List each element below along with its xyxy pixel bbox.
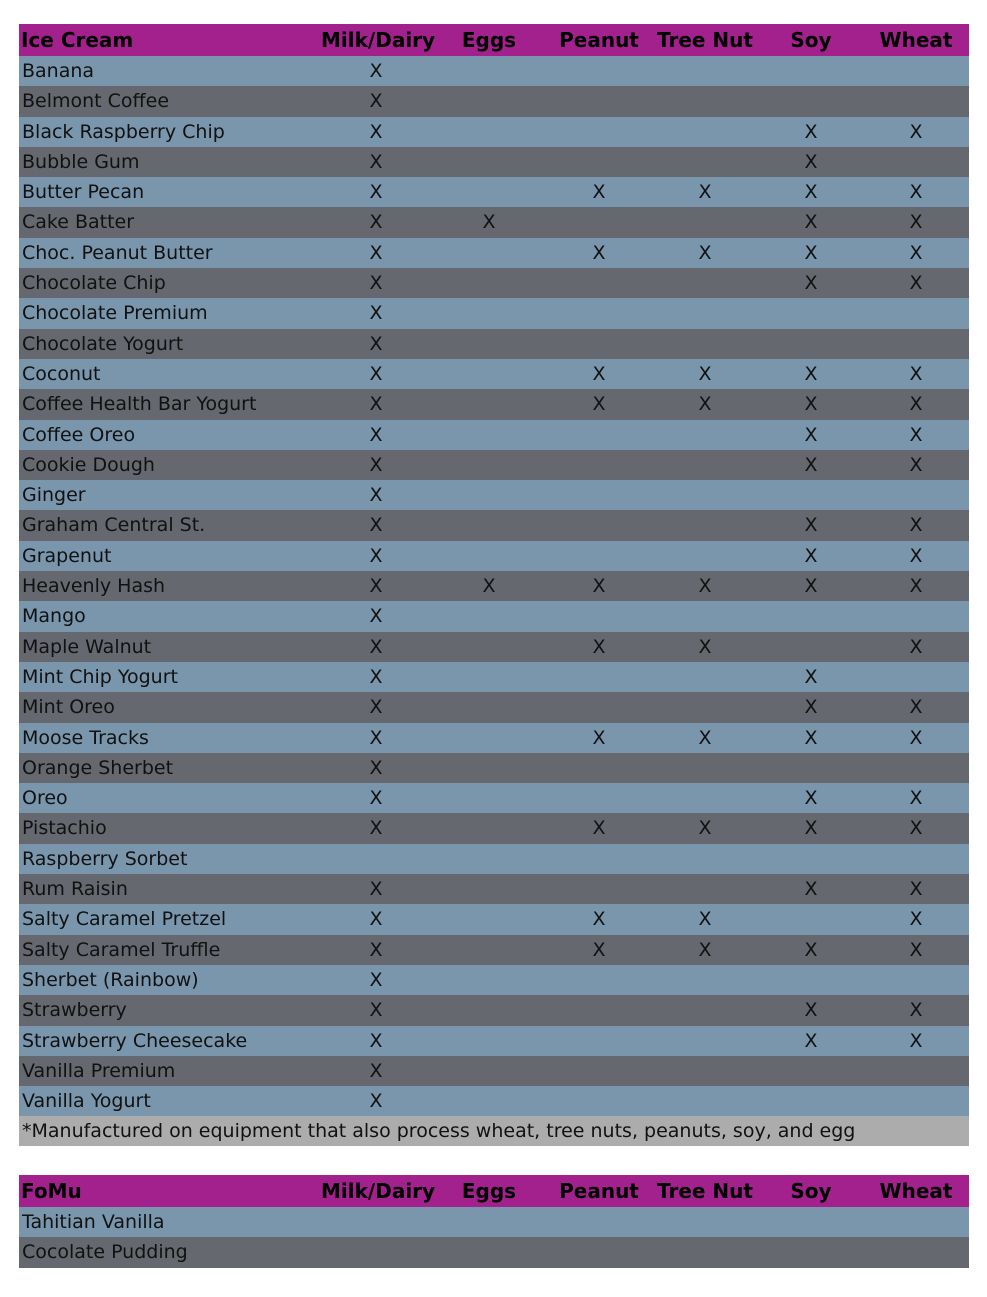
flavor-name: Pistachio <box>22 817 107 840</box>
allergen-mark: X <box>909 272 923 295</box>
allergen-mark: X <box>804 150 818 173</box>
allergen-mark: X <box>909 120 923 143</box>
ice-cream-header-row <box>19 24 969 56</box>
table-row <box>19 1207 969 1237</box>
flavor-name: Vanilla Yogurt <box>22 1090 151 1113</box>
allergen-mark: X <box>369 817 383 840</box>
allergen-mark: X <box>804 575 818 598</box>
allergen-mark: X <box>909 999 923 1022</box>
allergen-mark: X <box>909 575 923 598</box>
allergen-mark: X <box>369 484 383 507</box>
allergen-mark: X <box>369 393 383 416</box>
allergen-mark: X <box>804 878 818 901</box>
flavor-name: Chocolate Yogurt <box>22 332 184 355</box>
table-row <box>19 844 969 874</box>
allergen-mark: X <box>909 787 923 810</box>
flavor-name: Maple Walnut <box>22 635 152 658</box>
allergen-mark: X <box>909 635 923 658</box>
table-row <box>19 753 969 783</box>
flavor-name: Ginger <box>22 484 86 507</box>
table-row <box>19 1237 969 1267</box>
allergen-mark: X <box>909 544 923 567</box>
allergen-mark: X <box>369 696 383 719</box>
table-row <box>19 450 969 480</box>
fomu-allergen-table <box>19 1175 969 1268</box>
allergen-mark: X <box>369 1059 383 1082</box>
flavor-name: Strawberry <box>22 999 127 1022</box>
flavor-name: Grapenut <box>22 544 112 567</box>
col-soy: Soy <box>790 1179 832 1203</box>
flavor-name: Raspberry Sorbet <box>22 847 188 870</box>
ice-cream-allergen-table <box>19 24 969 1146</box>
allergen-mark: X <box>369 999 383 1022</box>
allergen-mark: X <box>369 423 383 446</box>
allergen-mark: X <box>698 575 712 598</box>
flavor-name: Rum Raisin <box>22 878 128 901</box>
allergen-mark: X <box>804 544 818 567</box>
flavor-name: Oreo <box>22 787 68 810</box>
allergen-mark: X <box>698 938 712 961</box>
allergen-mark: X <box>909 514 923 537</box>
allergen-mark: X <box>592 726 606 749</box>
allergen-mark: X <box>482 575 496 598</box>
allergen-mark: X <box>592 393 606 416</box>
allergen-mark: X <box>909 817 923 840</box>
table-row <box>19 117 969 147</box>
flavor-name: Mango <box>22 605 86 628</box>
allergen-mark: X <box>369 302 383 325</box>
flavor-name: Sherbet (Rainbow) <box>22 968 199 991</box>
allergen-mark: X <box>592 362 606 385</box>
fomu-header-row <box>19 1175 969 1207</box>
allergen-mark: X <box>369 575 383 598</box>
allergen-mark: X <box>592 241 606 264</box>
flavor-name: Graham Central St. <box>22 514 206 537</box>
allergen-mark: X <box>909 241 923 264</box>
col-peanut: Peanut <box>559 1179 639 1203</box>
allergen-mark: X <box>804 696 818 719</box>
table-row <box>19 298 969 328</box>
flavor-name: Cocolate Pudding <box>22 1241 188 1264</box>
table-row <box>19 541 969 571</box>
table-row <box>19 692 969 722</box>
table-row <box>19 56 969 86</box>
table-row <box>19 874 969 904</box>
allergen-mark: X <box>698 181 712 204</box>
col-eggs: Eggs <box>461 1179 517 1203</box>
flavor-name: Vanilla Premium <box>22 1059 176 1082</box>
col-soy: Soy <box>790 28 832 52</box>
table-row <box>19 420 969 450</box>
allergen-mark: X <box>369 332 383 355</box>
table-row <box>19 995 969 1025</box>
allergen-mark: X <box>804 938 818 961</box>
allergen-mark: X <box>369 514 383 537</box>
col-milk-dairy: Milk/Dairy <box>321 1179 436 1203</box>
col-wheat: Wheat <box>879 1179 953 1203</box>
table-row <box>19 632 969 662</box>
allergen-mark: X <box>909 726 923 749</box>
table-row <box>19 935 969 965</box>
col-peanut: Peanut <box>559 28 639 52</box>
table-row <box>19 359 969 389</box>
allergen-mark: X <box>369 60 383 82</box>
allergen-mark: X <box>804 393 818 416</box>
allergen-mark: X <box>369 605 383 628</box>
allergen-mark: X <box>909 878 923 901</box>
flavor-name: Tahitian Vanilla <box>22 1211 165 1233</box>
allergen-mark: X <box>909 423 923 446</box>
table-row <box>19 268 969 298</box>
flavor-name: Heavenly Hash <box>22 575 166 598</box>
allergen-mark: X <box>804 423 818 446</box>
allergen-mark: X <box>804 272 818 295</box>
table-row <box>19 329 969 359</box>
table-row <box>19 510 969 540</box>
ice-cream-title: Ice Cream <box>21 28 134 52</box>
col-milk-dairy: Milk/Dairy <box>321 28 436 52</box>
allergen-mark: X <box>369 453 383 476</box>
table-row <box>19 389 969 419</box>
table-row <box>19 177 969 207</box>
allergen-mark: X <box>369 1029 383 1052</box>
flavor-name: Salty Caramel Pretzel <box>22 908 227 931</box>
flavor-name: Mint Oreo <box>22 696 115 719</box>
allergen-mark: X <box>698 241 712 264</box>
allergen-mark: X <box>369 665 383 688</box>
allergen-mark: X <box>804 1029 818 1052</box>
table-row <box>19 571 969 601</box>
allergen-mark: X <box>804 241 818 264</box>
flavor-name: Moose Tracks <box>22 726 149 749</box>
col-tree-nut: Tree Nut <box>657 1179 753 1203</box>
allergen-mark: X <box>369 726 383 749</box>
allergen-mark: X <box>804 999 818 1022</box>
allergen-mark: X <box>804 453 818 476</box>
allergen-mark: X <box>909 1029 923 1052</box>
flavor-name: Chocolate Premium <box>22 302 208 325</box>
manufacturing-note <box>19 1116 969 1146</box>
allergen-mark: X <box>698 726 712 749</box>
allergen-mark: X <box>369 241 383 264</box>
allergen-mark: X <box>909 393 923 416</box>
table-row <box>19 601 969 631</box>
allergen-mark: X <box>698 393 712 416</box>
flavor-name: Chocolate Chip <box>22 272 166 295</box>
flavor-name: Bubble Gum <box>22 150 140 173</box>
allergen-mark: X <box>369 878 383 901</box>
flavor-name: Cookie Dough <box>22 453 155 476</box>
allergen-mark: X <box>804 362 818 385</box>
allergen-mark: X <box>369 968 383 991</box>
table-row <box>19 480 969 510</box>
allergen-mark: X <box>698 908 712 931</box>
note-text: *Manufactured on equipment that also process wheat, tree nuts, peanuts, soy, and egg <box>22 1120 856 1143</box>
allergen-mark: X <box>804 817 818 840</box>
allergen-mark: X <box>369 908 383 931</box>
allergen-mark: X <box>804 665 818 688</box>
allergen-mark: X <box>369 362 383 385</box>
allergen-mark: X <box>909 181 923 204</box>
allergen-mark: X <box>369 756 383 779</box>
flavor-name: Choc. Peanut Butter <box>22 241 213 264</box>
allergen-mark: X <box>369 544 383 567</box>
flavor-name: Belmont Coffee <box>22 90 170 113</box>
allergen-mark: X <box>909 696 923 719</box>
allergen-mark: X <box>909 362 923 385</box>
table-row <box>19 813 969 843</box>
flavor-name: Coffee Health Bar Yogurt <box>22 393 257 416</box>
table-row <box>19 207 969 237</box>
table-row <box>19 783 969 813</box>
flavor-name: Coffee Oreo <box>22 423 136 446</box>
flavor-name: Orange Sherbet <box>22 756 174 779</box>
allergen-mark: X <box>369 787 383 810</box>
flavor-name: Salty Caramel Truffle <box>22 938 221 961</box>
flavor-name: Cake Batter <box>22 211 135 234</box>
allergen-mark: X <box>369 272 383 295</box>
allergen-mark: X <box>369 211 383 234</box>
allergen-mark: X <box>592 908 606 931</box>
allergen-mark: X <box>804 211 818 234</box>
flavor-name: Banana <box>22 60 95 82</box>
flavor-name: Black Raspberry Chip <box>22 120 225 143</box>
col-wheat: Wheat <box>879 28 953 52</box>
allergen-mark: X <box>804 787 818 810</box>
col-eggs: Eggs <box>461 28 517 52</box>
table-row <box>19 238 969 268</box>
table-row <box>19 723 969 753</box>
ice-cream-rows <box>19 56 969 1116</box>
allergen-mark: X <box>909 453 923 476</box>
allergen-mark: X <box>482 211 496 234</box>
allergen-mark: X <box>698 635 712 658</box>
fomu-rows <box>19 1207 969 1268</box>
table-row <box>19 965 969 995</box>
table-row <box>19 1026 969 1056</box>
table-row <box>19 662 969 692</box>
fomu-title: FoMu <box>21 1179 82 1203</box>
allergen-mark: X <box>592 938 606 961</box>
allergen-mark: X <box>592 817 606 840</box>
allergen-mark: X <box>592 575 606 598</box>
allergen-mark: X <box>804 726 818 749</box>
allergen-mark: X <box>592 635 606 658</box>
allergen-mark: X <box>592 181 606 204</box>
allergen-mark: X <box>909 908 923 931</box>
allergen-mark: X <box>369 90 383 113</box>
flavor-name: Coconut <box>22 362 101 385</box>
table-row <box>19 86 969 116</box>
allergen-mark: X <box>698 817 712 840</box>
allergen-mark: X <box>909 211 923 234</box>
flavor-name: Mint Chip Yogurt <box>22 665 178 688</box>
allergen-mark: X <box>909 938 923 961</box>
allergen-mark: X <box>804 181 818 204</box>
allergen-mark: X <box>804 120 818 143</box>
table-row <box>19 904 969 934</box>
allergen-mark: X <box>804 514 818 537</box>
allergen-mark: X <box>369 1090 383 1113</box>
table-row <box>19 147 969 177</box>
flavor-name: Strawberry Cheesecake <box>22 1029 248 1052</box>
allergen-mark: X <box>369 635 383 658</box>
allergen-mark: X <box>369 120 383 143</box>
allergen-mark: X <box>369 181 383 204</box>
allergen-mark: X <box>369 938 383 961</box>
col-tree-nut: Tree Nut <box>657 28 753 52</box>
allergen-mark: X <box>369 150 383 173</box>
table-row <box>19 1086 969 1116</box>
flavor-name: Butter Pecan <box>22 181 145 204</box>
table-row <box>19 1056 969 1086</box>
allergen-mark: X <box>698 362 712 385</box>
